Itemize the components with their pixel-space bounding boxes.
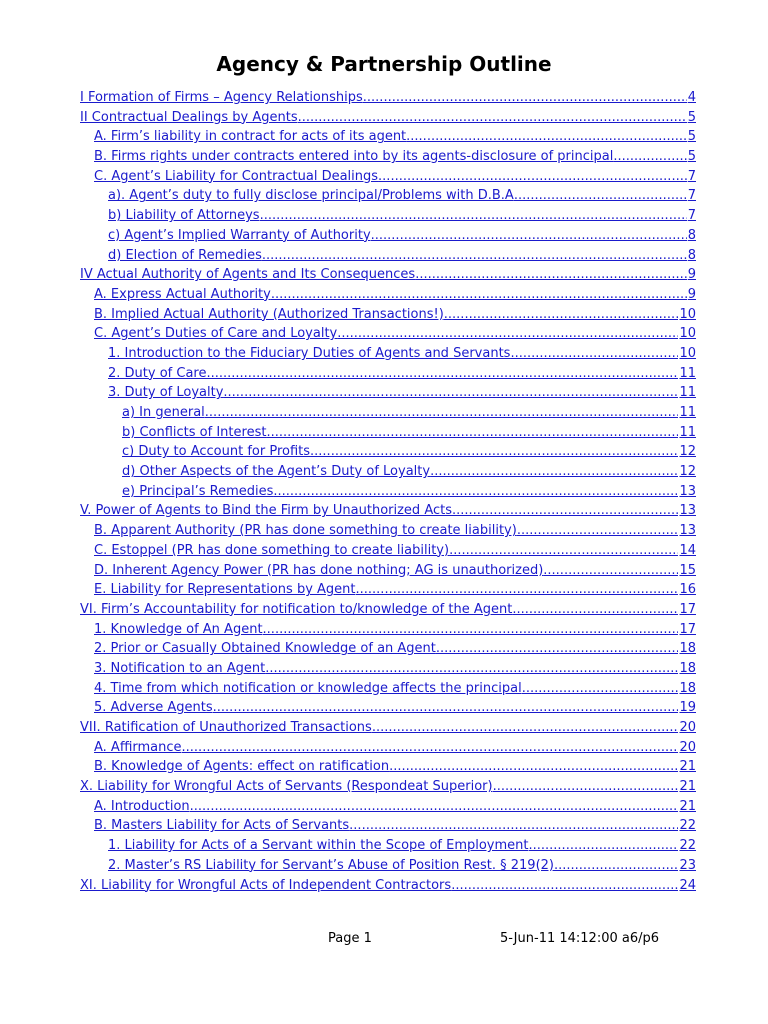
toc-entry[interactable] bbox=[80, 364, 696, 384]
toc-dot-leader bbox=[529, 836, 679, 856]
toc-entry-title: VII. Ratification of Unauthorized Transactions bbox=[80, 720, 372, 735]
toc-entry-page: 10 bbox=[679, 326, 696, 342]
toc-entry-page: 18 bbox=[679, 641, 696, 657]
toc-entry-page: 9 bbox=[687, 267, 696, 283]
toc-entry[interactable] bbox=[80, 521, 696, 541]
toc-entry[interactable] bbox=[80, 442, 696, 462]
toc-entry-page: 7 bbox=[687, 188, 696, 204]
toc-entry-title: c) Duty to Account for Profits bbox=[122, 444, 311, 460]
toc-entry-page: 19 bbox=[679, 700, 696, 716]
toc-dot-leader bbox=[349, 816, 678, 836]
footer-timestamp: 5-Jun-11 14:12:00 a6/p6 bbox=[500, 931, 660, 946]
toc-entry[interactable] bbox=[80, 246, 696, 266]
footer-page-number: Page 1 bbox=[328, 931, 372, 946]
toc-entry-page: 17 bbox=[679, 601, 696, 617]
toc-entry-title: 2. Prior or Casually Obtained Knowledge of an Agent bbox=[94, 641, 436, 657]
toc-entry[interactable] bbox=[80, 639, 696, 659]
toc-entry-page: 9 bbox=[687, 286, 696, 302]
toc-entry-title: C. Agent’s Duties of Care and Loyalty bbox=[94, 326, 338, 342]
toc-entry-page: 17 bbox=[679, 621, 696, 637]
toc-entry[interactable] bbox=[80, 423, 696, 443]
toc-dot-leader bbox=[389, 757, 678, 777]
toc-entry-title: I Formation of Firms – Agency Relationships bbox=[80, 90, 363, 105]
toc-entry-page: 22 bbox=[679, 818, 696, 834]
toc-entry-page: 13 bbox=[679, 523, 696, 539]
toc-entry-title: VI. Firm’s Accountability for notification to/knowledge of the Agent bbox=[80, 601, 513, 617]
toc-entry-title: X. Liability for Wrongful Acts of Servants (Respondeat Superior) bbox=[80, 779, 493, 795]
toc-entry-page: 24 bbox=[679, 877, 696, 893]
toc-entry-title: B. Knowledge of Agents: effect on ratification bbox=[94, 759, 390, 775]
toc-entry-title: 1. Knowledge of An Agent bbox=[94, 621, 263, 637]
toc-entry-title: B. Firms rights under contracts entered into by its agents-disclosure of principal bbox=[94, 149, 614, 165]
toc-entry-title: IV Actual Authority of Agents and Its Consequences bbox=[80, 267, 416, 283]
toc-entry[interactable] bbox=[80, 580, 696, 600]
toc-entry[interactable] bbox=[80, 797, 696, 817]
toc-entry-page: 12 bbox=[679, 444, 696, 460]
toc-entry-page: 18 bbox=[679, 680, 696, 696]
toc-entry-title: 4. Time from which notification or knowledge affects the principal bbox=[94, 680, 522, 696]
toc-entry-title: 2. Master’s RS Liability for Servant’s Abuse of Position Rest. § 219(2) bbox=[108, 857, 554, 873]
toc-entry-page: 15 bbox=[679, 562, 696, 578]
toc-entry-page: 5 bbox=[687, 129, 696, 145]
toc-entry[interactable] bbox=[80, 876, 696, 896]
toc-entry[interactable] bbox=[80, 344, 696, 364]
toc-entry-page: 12 bbox=[679, 464, 696, 480]
toc-entry-page: 4 bbox=[687, 90, 696, 105]
toc-dot-leader bbox=[265, 659, 678, 679]
toc-entry-title: 2. Duty of Care bbox=[108, 365, 207, 381]
toc-entry-title: 3. Notification to an Agent bbox=[94, 660, 266, 676]
toc-dot-leader bbox=[363, 88, 687, 108]
toc-entry[interactable] bbox=[80, 88, 696, 108]
toc-dot-leader bbox=[271, 285, 687, 305]
toc-entry-page: 13 bbox=[679, 503, 696, 519]
toc-dot-leader bbox=[337, 324, 678, 344]
toc-dot-leader bbox=[298, 108, 687, 128]
table-of-contents bbox=[80, 88, 696, 895]
toc-dot-leader bbox=[514, 186, 687, 206]
toc-entry-title: 1. Liability for Acts of a Servant within the Scope of Employment bbox=[108, 838, 529, 854]
toc-dot-leader bbox=[356, 580, 679, 600]
toc-dot-leader bbox=[205, 403, 679, 423]
toc-entry-title: e) Principal’s Remedies bbox=[122, 483, 274, 499]
toc-dot-leader bbox=[406, 127, 687, 147]
toc-dot-leader bbox=[543, 561, 678, 581]
toc-dot-leader bbox=[415, 265, 687, 285]
toc-entry-page: 21 bbox=[679, 779, 696, 795]
toc-entry[interactable] bbox=[80, 816, 696, 836]
toc-entry-page: 21 bbox=[679, 759, 696, 775]
toc-entry[interactable] bbox=[80, 265, 696, 285]
toc-dot-leader bbox=[522, 679, 679, 699]
toc-entry[interactable] bbox=[80, 561, 696, 581]
toc-dot-leader bbox=[444, 305, 679, 325]
toc-dot-leader bbox=[206, 364, 678, 384]
toc-entry[interactable] bbox=[80, 383, 696, 403]
toc-entry-title: E. Liability for Representations by Agent bbox=[94, 582, 356, 598]
toc-entry-page: 23 bbox=[679, 857, 696, 873]
toc-entry-title: II Contractual Dealings by Agents bbox=[80, 109, 298, 125]
toc-dot-leader bbox=[263, 620, 679, 640]
toc-dot-leader bbox=[371, 226, 687, 246]
toc-dot-leader bbox=[493, 777, 679, 797]
toc-dot-leader bbox=[510, 344, 678, 364]
toc-entry-page: 13 bbox=[679, 483, 696, 499]
toc-dot-leader bbox=[517, 521, 679, 541]
toc-entry-title: b) Liability of Attorneys bbox=[108, 208, 260, 224]
toc-dot-leader bbox=[512, 600, 678, 620]
toc-entry-title: A. Express Actual Authority bbox=[94, 286, 271, 302]
toc-entry[interactable] bbox=[80, 226, 696, 246]
toc-dot-leader bbox=[554, 856, 678, 876]
toc-entry-page: 20 bbox=[679, 739, 696, 755]
toc-dot-leader bbox=[451, 876, 678, 896]
toc-entry-title: XI. Liability for Wrongful Acts of Independent Contractors bbox=[80, 877, 452, 893]
toc-entry-title: c) Agent’s Implied Warranty of Authority bbox=[108, 227, 371, 243]
toc-entry-title: A. Affirmance bbox=[94, 739, 182, 755]
toc-entry-page: 20 bbox=[679, 720, 696, 735]
toc-entry[interactable] bbox=[80, 620, 696, 640]
toc-entry-title: 3. Duty of Loyalty bbox=[108, 385, 224, 401]
toc-entry-page: 11 bbox=[679, 405, 696, 420]
toc-dot-leader bbox=[260, 206, 687, 226]
toc-entry[interactable] bbox=[80, 462, 696, 482]
toc-entry-page: 5 bbox=[687, 109, 696, 125]
toc-entry[interactable] bbox=[80, 167, 696, 187]
toc-entry-title: 5. Adverse Agents bbox=[94, 700, 213, 716]
toc-entry-title: b) Conflicts of Interest bbox=[122, 424, 267, 440]
page-title: Agency & Partnership Outline bbox=[216, 52, 552, 76]
toc-entry-page: 22 bbox=[679, 838, 696, 854]
toc-entry-title: V. Power of Agents to Bind the Firm by Unauthorized Acts bbox=[80, 503, 452, 519]
toc-entry[interactable] bbox=[80, 147, 696, 167]
toc-entry[interactable] bbox=[80, 285, 696, 305]
toc-entry-title: C. Estoppel (PR has done something to create liability) bbox=[94, 542, 450, 558]
toc-entry[interactable] bbox=[80, 738, 696, 758]
toc-entry[interactable] bbox=[80, 305, 696, 325]
toc-entry-page: 8 bbox=[687, 247, 696, 263]
toc-entry[interactable] bbox=[80, 482, 696, 502]
toc-dot-leader bbox=[310, 442, 678, 462]
toc-entry[interactable] bbox=[80, 600, 696, 620]
toc-dot-leader bbox=[266, 423, 678, 443]
toc-entry-page: 10 bbox=[679, 306, 696, 322]
toc-entry-title: A. Firm’s liability in contract for acts of its agent bbox=[94, 129, 407, 145]
toc-entry-page: 11 bbox=[679, 424, 696, 440]
toc-entry[interactable] bbox=[80, 698, 696, 718]
toc-entry[interactable] bbox=[80, 186, 696, 206]
toc-entry-title: a) In general bbox=[122, 405, 205, 420]
toc-dot-leader bbox=[372, 718, 679, 738]
toc-entry-page: 7 bbox=[687, 208, 696, 224]
toc-entry-title: a). Agent’s duty to fully disclose principal/Problems with D.B.A bbox=[108, 188, 514, 204]
toc-dot-leader bbox=[613, 147, 686, 167]
toc-entry-title: D. Inherent Agency Power (PR has done nothing; AG is unauthorized) bbox=[94, 562, 544, 578]
toc-entry[interactable] bbox=[80, 403, 696, 423]
toc-entry[interactable] bbox=[80, 679, 696, 699]
toc-entry-title: A. Introduction bbox=[94, 798, 190, 814]
toc-entry[interactable] bbox=[80, 659, 696, 679]
toc-entry-page: 5 bbox=[687, 149, 696, 165]
toc-entry-title: d) Other Aspects of the Agent’s Duty of Loyalty bbox=[122, 464, 431, 480]
toc-entry-page: 16 bbox=[679, 582, 696, 598]
toc-entry[interactable] bbox=[80, 757, 696, 777]
toc-dot-leader bbox=[213, 698, 679, 718]
toc-entry-title: d) Election of Remedies bbox=[108, 247, 262, 263]
toc-entry[interactable] bbox=[80, 856, 696, 876]
toc-entry[interactable] bbox=[80, 541, 696, 561]
toc-entry-title: B. Masters Liability for Acts of Servants bbox=[94, 818, 350, 834]
toc-dot-leader bbox=[436, 639, 679, 659]
toc-entry[interactable] bbox=[80, 777, 696, 797]
toc-dot-leader bbox=[262, 246, 687, 266]
toc-entry-page: 7 bbox=[687, 168, 696, 184]
toc-entry-page: 10 bbox=[679, 345, 696, 361]
toc-entry[interactable] bbox=[80, 324, 696, 344]
toc-entry-page: 11 bbox=[679, 365, 696, 381]
toc-entry-page: 21 bbox=[679, 798, 696, 814]
toc-dot-leader bbox=[452, 501, 678, 521]
toc-entry-page: 11 bbox=[679, 385, 696, 401]
toc-dot-leader bbox=[182, 738, 679, 758]
toc-entry[interactable] bbox=[80, 501, 696, 521]
toc-dot-leader bbox=[378, 167, 687, 187]
toc-dot-leader bbox=[449, 541, 678, 561]
toc-entry-title: B. Implied Actual Authority (Authorized Transactions!) bbox=[94, 306, 444, 322]
toc-dot-leader bbox=[430, 462, 678, 482]
toc-entry[interactable] bbox=[80, 718, 696, 738]
toc-entry[interactable] bbox=[80, 836, 696, 856]
toc-entry-page: 8 bbox=[687, 227, 696, 243]
toc-entry-page: 14 bbox=[679, 542, 696, 558]
toc-entry-title: C. Agent’s Liability for Contractual Dealings bbox=[94, 168, 379, 184]
toc-entry-title: B. Apparent Authority (PR has done something to create liability) bbox=[94, 523, 517, 539]
toc-dot-leader bbox=[190, 797, 679, 817]
toc-dot-leader bbox=[223, 383, 678, 403]
toc-entry[interactable] bbox=[80, 127, 696, 147]
toc-entry-page: 18 bbox=[679, 660, 696, 676]
toc-entry[interactable] bbox=[80, 108, 696, 128]
toc-dot-leader bbox=[273, 482, 678, 502]
toc-entry-title: 1. Introduction to the Fiduciary Duties of Agents and Servants bbox=[108, 345, 511, 361]
toc-entry[interactable] bbox=[80, 206, 696, 226]
